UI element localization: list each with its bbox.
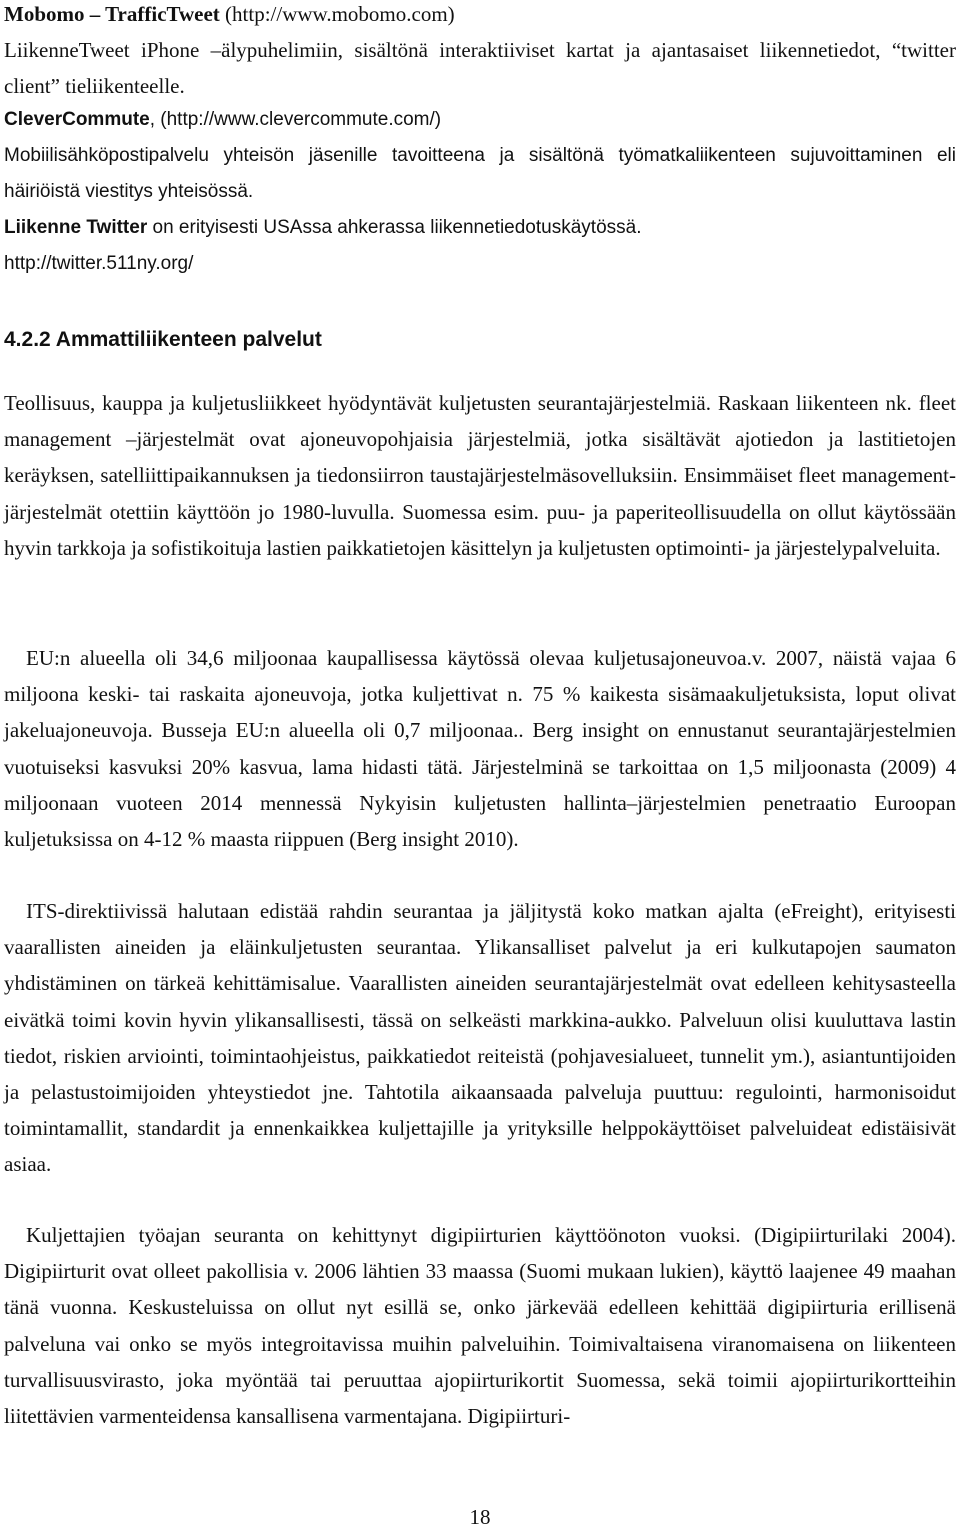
entry-mobomo	[4, 0, 956, 105]
entry-twitter-desc: on erityisesti USAssa ahkerassa liikennetiedotuskäytössä.	[147, 217, 642, 238]
entry-mobomo-name: Mobomo – TrafficTweet	[4, 2, 220, 26]
entry-clevercommute	[4, 102, 956, 211]
entry-clevercommute-name: CleverCommute	[4, 109, 150, 130]
section-heading	[4, 322, 956, 358]
entry-clevercommute-url: , (http://www.clevercommute.com/)	[149, 109, 442, 130]
page-number: 18	[469, 1505, 491, 1529]
section-number: 4.2.2	[4, 328, 51, 351]
paragraph-3: ITS-direktiivissä halutaan edistää rahdin seurantaa ja jäljitystä koko matkan ajalta (eFreight), erityisesti vaarallisten aineiden ja eläinkuljetusten seurantaa. Ylikansalliset palvelut ja eri kulkutapojen saumaton yhdistäminen on tärkeä kehittämisalue. Vaarallisten aineiden seurantajärjestelmät ovat edelleen kehitysasteella eivätkä toimi kovin hyvin ylikansallisesti, tässä on selkeästi markkina-aukko. Palveluun olisi kuuluttava lastin tiedot, riskien arviointi, toimintaohjeistus, paikkatiedot reiteistä (pohjavesialueet, tunnelit ym.), asiantuntijoiden ja pelastustoimijoiden yhteystiedot jne. Tahtotila aikaansaada palveluja puuttuu: regulointi, harmonisoidut toimintamallit, standardit ja ennenkaikkea kuljettajille ja yrityksille helppokäyttöiset palveluideat edistäisivät asiaa.	[4, 899, 956, 1177]
entry-twitter-name: Liikenne Twitter	[4, 217, 148, 238]
paragraph-4: Kuljettajien työajan seuranta on kehittynyt digipiirturien käyttöönoton vuoksi. (Digipiirturilaki 2004). Digipiirturit ovat olleet pakollisia v. 2006 lähtien 33 maassa (Suomi mukaan lukien), käyttö laajenee 49 maahan tänä vuonna. Keskusteluissa on ollut nyt esillä se, onko järkevää edelleen kehittää digipiirturia erillisenä palveluna vai onko se myös integroitavissa muihin palveluihin. Toimivaltaisena viranomaisena on liikenteen turvallisuusvirasto, joka myöntää tai peruuttaa ajopiirturikortit Suomessa, sekä toimii ajopiirturikortteihin liitettävien varmenteidensa kansallisena varmentajana. Digipiirturi-	[4, 1223, 956, 1429]
entry-clevercommute-desc: Mobiilisähköpostipalvelu yhteisön jäsenille tavoitteena ja sisältönä työmatkaliikenteen sujuvoittaminen eli häiriöistä viestitys yhteisössä.	[4, 145, 956, 203]
entry-mobomo-desc: LiikenneTweet iPhone –älypuhelimiin, sisältönä interaktiiviset kartat ja ajantasaiset liikennetiedot, “twitter client” tieliikenteelle.	[4, 38, 956, 99]
entry-twitter-url: http://twitter.511ny.org/	[4, 253, 194, 275]
entry-twitter	[4, 210, 956, 282]
paragraph-2: EU:n alueella oli 34,6 miljoonaa kaupallisessa käytössä olevaa kuljetusajoneuvoa.v. 2007, näistä vajaa 6 miljoona keski- tai raskaita ajoneuvoja, jotka kuljettivat n. 75 % kaikesta sisämaakuljetuksista, loput olivat jakeluajoneuvoja. Busseja EU:n alueella oli 0,7 miljoonaa.. Berg insight on ennustanut seurantajärjestelmien vuotuiseksi kasvuksi 20% kasvua, lama hidasti tätä. Järjestelminä se tarkoittaa on 1,5 miljoonasta (2009) 4 miljoonaan vuoteen 2014 mennessä Nykyisin kuljetusten hallinta–järjestelmien penetraatio Euroopan kuljetuksissa on 4-12 % maasta riippuen (Berg insight 2010).	[4, 646, 956, 852]
entry-mobomo-url: (http://www.mobomo.com)	[219, 2, 455, 26]
paragraph-1: Teollisuus, kauppa ja kuljetusliikkeet hyödyntävät kuljetusten seurantajärjestelmiä. Raskaan liikenteen nk. fleet management –järjestelmät ovat ajoneuvopohjaisia järjestelmiä, jotka sisältävät ajotiedon ja lastitietojen keräyksen, satelliittipaikannuksen ja tiedonsiirron taustajärjestelmäsovelluksiin. Ensimmäiset fleet management- järjestelmät otettiin käyttöön jo 1980-luvulla. Suomessa esim. puu- ja paperiteollisuudella on ollut käytössään hyvin tarkkoja ja sofistikoituja lastien paikkatietojen käsittelyn ja kuljetusten optimointi- ja järjestelypalveluita.	[4, 391, 956, 560]
section-title: Ammattiliikenteen palvelut	[55, 328, 322, 351]
